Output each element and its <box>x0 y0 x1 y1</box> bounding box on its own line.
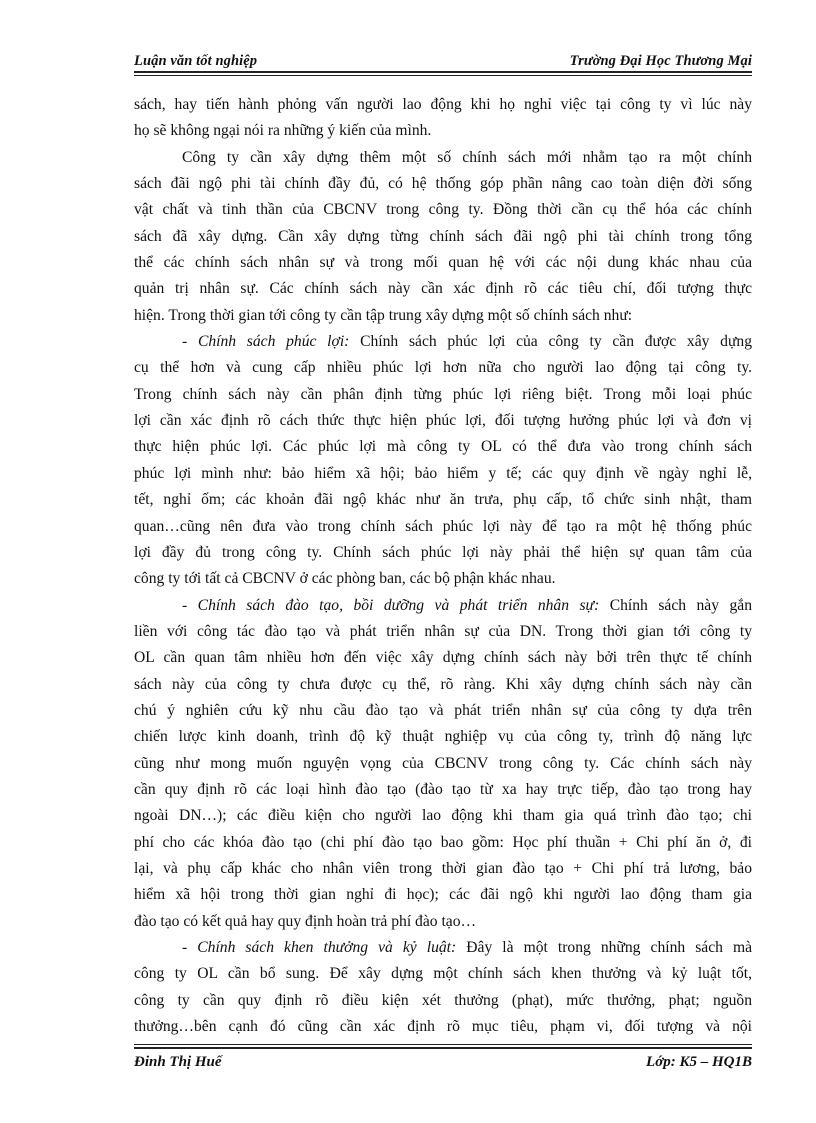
p3-line-2: cụ thể hơn và cung cấp nhiều phúc lợi hơn nữa cho người lao động tại công ty. <box>134 359 752 377</box>
p5-line-4: thưởng…bên cạnh đó cũng cần xác định rõ mục tiêu, phạm vi, đối tượng và nội <box>134 1018 752 1036</box>
p3-line-7: tết, nghỉ ốm; các khoản đãi ngộ khác như ăn trưa, phụ cấp, tổ chức sinh nhật, tham <box>134 491 752 509</box>
header-rule-thick <box>134 71 752 73</box>
footer-author-name: Đinh Thị Huế <box>134 1054 222 1070</box>
p3-line-4: lợi cần xác định rõ cách thức thực hiện phúc lợi, đối tượng hưởng phúc lợi và đơn vị <box>134 412 752 430</box>
p4-line-1 <box>134 593 752 619</box>
p4-line-11: lại, và phụ cấp khác cho nhân viên trong thời gian đào tạo + Chi phí trả lương, bảo <box>134 859 752 877</box>
p2-line-3: vật chất và tinh thần của CBCNV trong công ty. Đồng thời cần cụ thể hóa các chính <box>134 201 752 219</box>
p3-line-5: thực hiện phúc lợi. Các phúc lợi mà công ty OL có thể đưa vào trong chính sách <box>134 438 752 456</box>
p5-title: Chính sách khen thưởng và kỷ luật: <box>197 939 457 956</box>
header-university-name: Trường Đại Học Thương Mại <box>569 53 752 69</box>
p4-line-6: chiến lược kinh doanh, trình độ kỹ thuật nghiệp vụ của công ty, trình độ năng lực <box>134 728 752 746</box>
p4-line-1-text: Chính sách này gắn <box>599 596 752 614</box>
p4-line-9: ngoài DN…); các điều kiện cho người lao động khi tham gia quá trình đào tạo; chi <box>134 807 752 825</box>
p3-dash: - <box>182 333 198 351</box>
p3-line-8: quan…cũng nên đưa vào trong chính sách phúc lợi này để tạo ra một hệ thống phúc <box>134 517 752 535</box>
p1-line-2: họ sẽ không ngại nói ra những ý kiến của mình. <box>134 122 432 140</box>
p3-line-1 <box>134 329 752 355</box>
p4-line-8: cần quy định rõ các loại hình đào tạo (đào tạo từ xa hay trực tiếp, đào tạo trong hay <box>134 780 752 798</box>
p5-line-1-text: Đây là một trong những chính sách mà <box>456 939 753 956</box>
footer-rule-thick <box>134 1047 752 1049</box>
p3-line-1-text: Chính sách phúc lợi của công ty cần được xây dựng <box>349 333 753 351</box>
p4-line-2: liền với công tác đào tạo và phát triển nhân sự của DN. Trong thời gian tới công ty <box>134 622 752 640</box>
p2-line-2: sách đãi ngộ phi tài chính đầy đủ, có hệ thống góp phần nâng cao toàn diện đời sống <box>134 175 752 193</box>
p3-title: Chính sách phúc lợi: <box>197 333 350 351</box>
p4-dash: - <box>182 596 198 614</box>
p4-line-10: phí cho các khóa đào tạo (chi phí đào tạo bao gồm: Học phí thuần + Chi phí ăn ở, đi <box>134 833 752 851</box>
footer-class-code: Lớp: K5 – HQ1B <box>646 1054 752 1070</box>
header-rule-thin <box>134 75 752 76</box>
p4-line-13: đào tạo có kết quả hay quy định hoàn trả phí đào tạo… <box>134 912 477 930</box>
header-thesis-label: Luận văn tốt nghiệp <box>134 53 258 69</box>
p3-line-6: phúc lợi mình như: bảo hiểm xã hội; bảo hiểm y tế; các quy định về ngày nghỉ lễ, <box>134 464 752 482</box>
page-header <box>134 48 752 70</box>
p2-line-1: Công ty cần xây dựng thêm một số chính sách mới nhằm tạo ra một chính <box>182 148 752 166</box>
p2-line-7: hiện. Trong thời gian tới công ty cần tập trung xây dựng một số chính sách như: <box>134 306 633 324</box>
p4-line-4: sách này của công ty chưa được cụ thể, rõ ràng. Khi xây dựng chính sách này cần <box>134 675 752 693</box>
p3-line-10: công ty tới tất cả CBCNV ở các phòng ban, các bộ phận khác nhau. <box>134 570 556 588</box>
page-body <box>134 92 752 1040</box>
p1-line-1: sách, hay tiến hành phỏng vấn người lao động khi họ nghỉ việc tại công ty vì lúc này <box>134 96 752 113</box>
footer-rule-thin <box>134 1044 752 1045</box>
p4-line-3: OL cần quan tâm nhiều hơn đến việc xây dựng chính sách này bởi trên thực tế chính <box>134 649 752 667</box>
p4-title: Chính sách đào tạo, bồi dưỡng và phát triển nhân sự: <box>197 596 600 614</box>
p5-dash: - <box>182 939 198 956</box>
p2-line-6: quản trị nhân sự. Các chính sách này cần xác định rõ các tiêu chí, đối tượng thực <box>134 280 752 298</box>
p4-line-12: hiểm xã hội trong thời gian nghỉ đi học); các đãi ngộ khi người lao động tham gia <box>134 886 752 904</box>
p3-line-9: lợi đầy đủ trong công ty. Chính sách phúc lợi này phải thể hiện sự quan tâm của <box>134 543 752 561</box>
p5-line-3: công ty cần quy định rõ điều kiện xét thưởng (phạt), mức thưởng, phạt; nguồn <box>134 991 752 1009</box>
p4-line-5: chú ý nghiên cứu kỹ nhu cầu đào tạo và phát triển nhân sự của công ty dựa trên <box>134 701 752 719</box>
p2-line-5: thể các chính sách nhân sự và trong mối quan hệ với các nội dung khác nhau của <box>134 254 752 272</box>
p2-line-4: sách đã xây dựng. Cần xây dựng từng chính sách đãi ngộ phi tài chính trong tổng <box>134 227 752 245</box>
p5-line-1 <box>134 935 752 961</box>
p3-line-3: Trong chính sách này cần phân định từng phúc lợi riêng biệt. Trong mỗi loại phúc <box>134 385 752 403</box>
page-footer <box>134 1054 752 1076</box>
p4-line-7: cũng như mong muốn nguyện vọng của CBCNV trong công ty. Các chính sách này <box>134 754 752 772</box>
p5-line-2: công ty OL cần bổ sung. Để xây dựng một chính sách khen thưởng và kỷ luật tốt, <box>134 965 752 983</box>
